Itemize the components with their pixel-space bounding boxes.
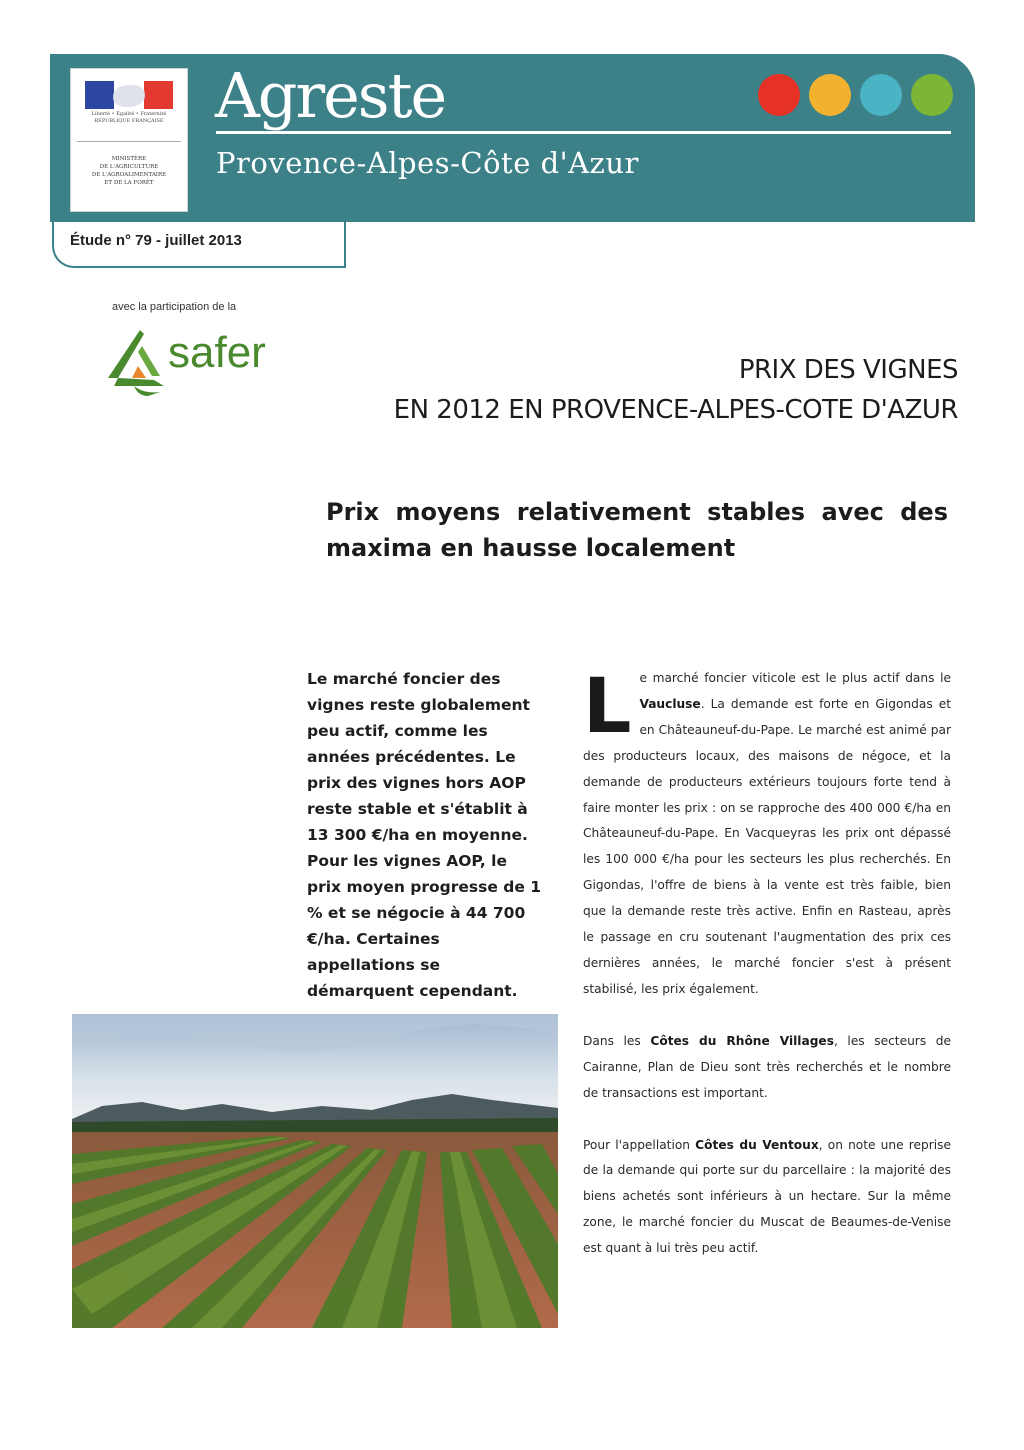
participation-note: avec la participation de la bbox=[112, 301, 237, 313]
republic-motto: Liberté • Égalité • Fraternité RÉPUBLIQUE FRANÇAISE bbox=[91, 111, 167, 124]
paragraph-3: Pour l'appellation Côtes du Ventoux, on note une reprise de la demande qui porte sur du parcellaire : la majorité des biens achetés sont inférieurs à un hectare. Sur la même zone, le marché foncier du Muscat de Beaumes-de-Venise est quant à lui très peu actif. bbox=[583, 1137, 951, 1256]
page-subtitle: Prix moyens relativement stables avec des maxima en hausse localement bbox=[326, 498, 948, 562]
brand-title: Agreste bbox=[215, 59, 446, 132]
lead-summary: Le marché foncier des vignes reste globalement peu actif, comme les années précédentes. Le prix des vignes hors AOP reste stable et s'établit à 13 300 €/ha en moyenne. Pour les vignes AOP, le prix moyen progresse de 1 % et se négocie à 44 700 €/ha. Certaines appellations se démarquent cependant. bbox=[307, 670, 542, 1000]
safer-wordmark: safer bbox=[168, 328, 266, 377]
ministry-logo bbox=[70, 68, 188, 212]
title-line-2: EN 2012 EN PROVENCE-ALPES-COTE D'AZUR bbox=[393, 395, 958, 425]
green-dot-icon bbox=[911, 74, 953, 116]
yellow-dot-icon bbox=[809, 74, 851, 116]
title-line-1: PRIX DES VIGNES bbox=[738, 355, 958, 385]
study-number-tab bbox=[52, 222, 346, 268]
vineyard-photo bbox=[72, 1014, 558, 1328]
article-body bbox=[583, 661, 952, 1288]
marianne-flag-icon bbox=[85, 81, 173, 109]
blue-dot-icon bbox=[860, 74, 902, 116]
header-rule bbox=[216, 131, 951, 134]
paragraph-1: Le marché foncier viticole est le plus actif dans le Vaucluse. La demande est forte en Gigondas et en Châteauneuf-du-Pape. Le marché est animé par des producteurs locaux, des maisons de négoce, et la demande de producteurs extérieurs toujours forte tend à faire monter les prix : on se rapproche des 400 000 €/ha en Châteauneuf-du-Pape. En Vacqueyras les prix ont dépassé les 100 000 €/ha pour les secteurs les plus recherchés. En Gigondas, l'offre de biens à la vente est très faible, bien que la demande reste très active. Enfin en Rasteau, après le passage en cru soutenant l'augmentation des prix ces dernières années, le marché foncier s'est à présent stabilisé, les prix également. bbox=[583, 661, 951, 996]
study-number: Étude n° 79 - juillet 2013 bbox=[70, 232, 242, 249]
region-name: Provence-Alpes-Côte d'Azur bbox=[216, 146, 639, 180]
logo-divider bbox=[77, 141, 181, 142]
safer-mark-icon bbox=[104, 326, 170, 396]
red-dot-icon bbox=[758, 74, 800, 116]
page-title bbox=[394, 350, 958, 430]
paragraph-2: Dans les Côtes du Rhône Villages, les secteurs de Cairanne, Plan de Dieu sont très recherchés et le nombre de transactions est important. bbox=[583, 1033, 952, 1100]
ministry-name: MINISTÈRE DE L'AGRICULTURE DE L'AGROALIMENTAIRE ET DE LA FORÊT bbox=[91, 156, 167, 186]
header-banner bbox=[50, 54, 975, 222]
safer-logo bbox=[104, 326, 284, 396]
drop-cap: L bbox=[583, 661, 632, 750]
color-dots bbox=[758, 74, 953, 116]
